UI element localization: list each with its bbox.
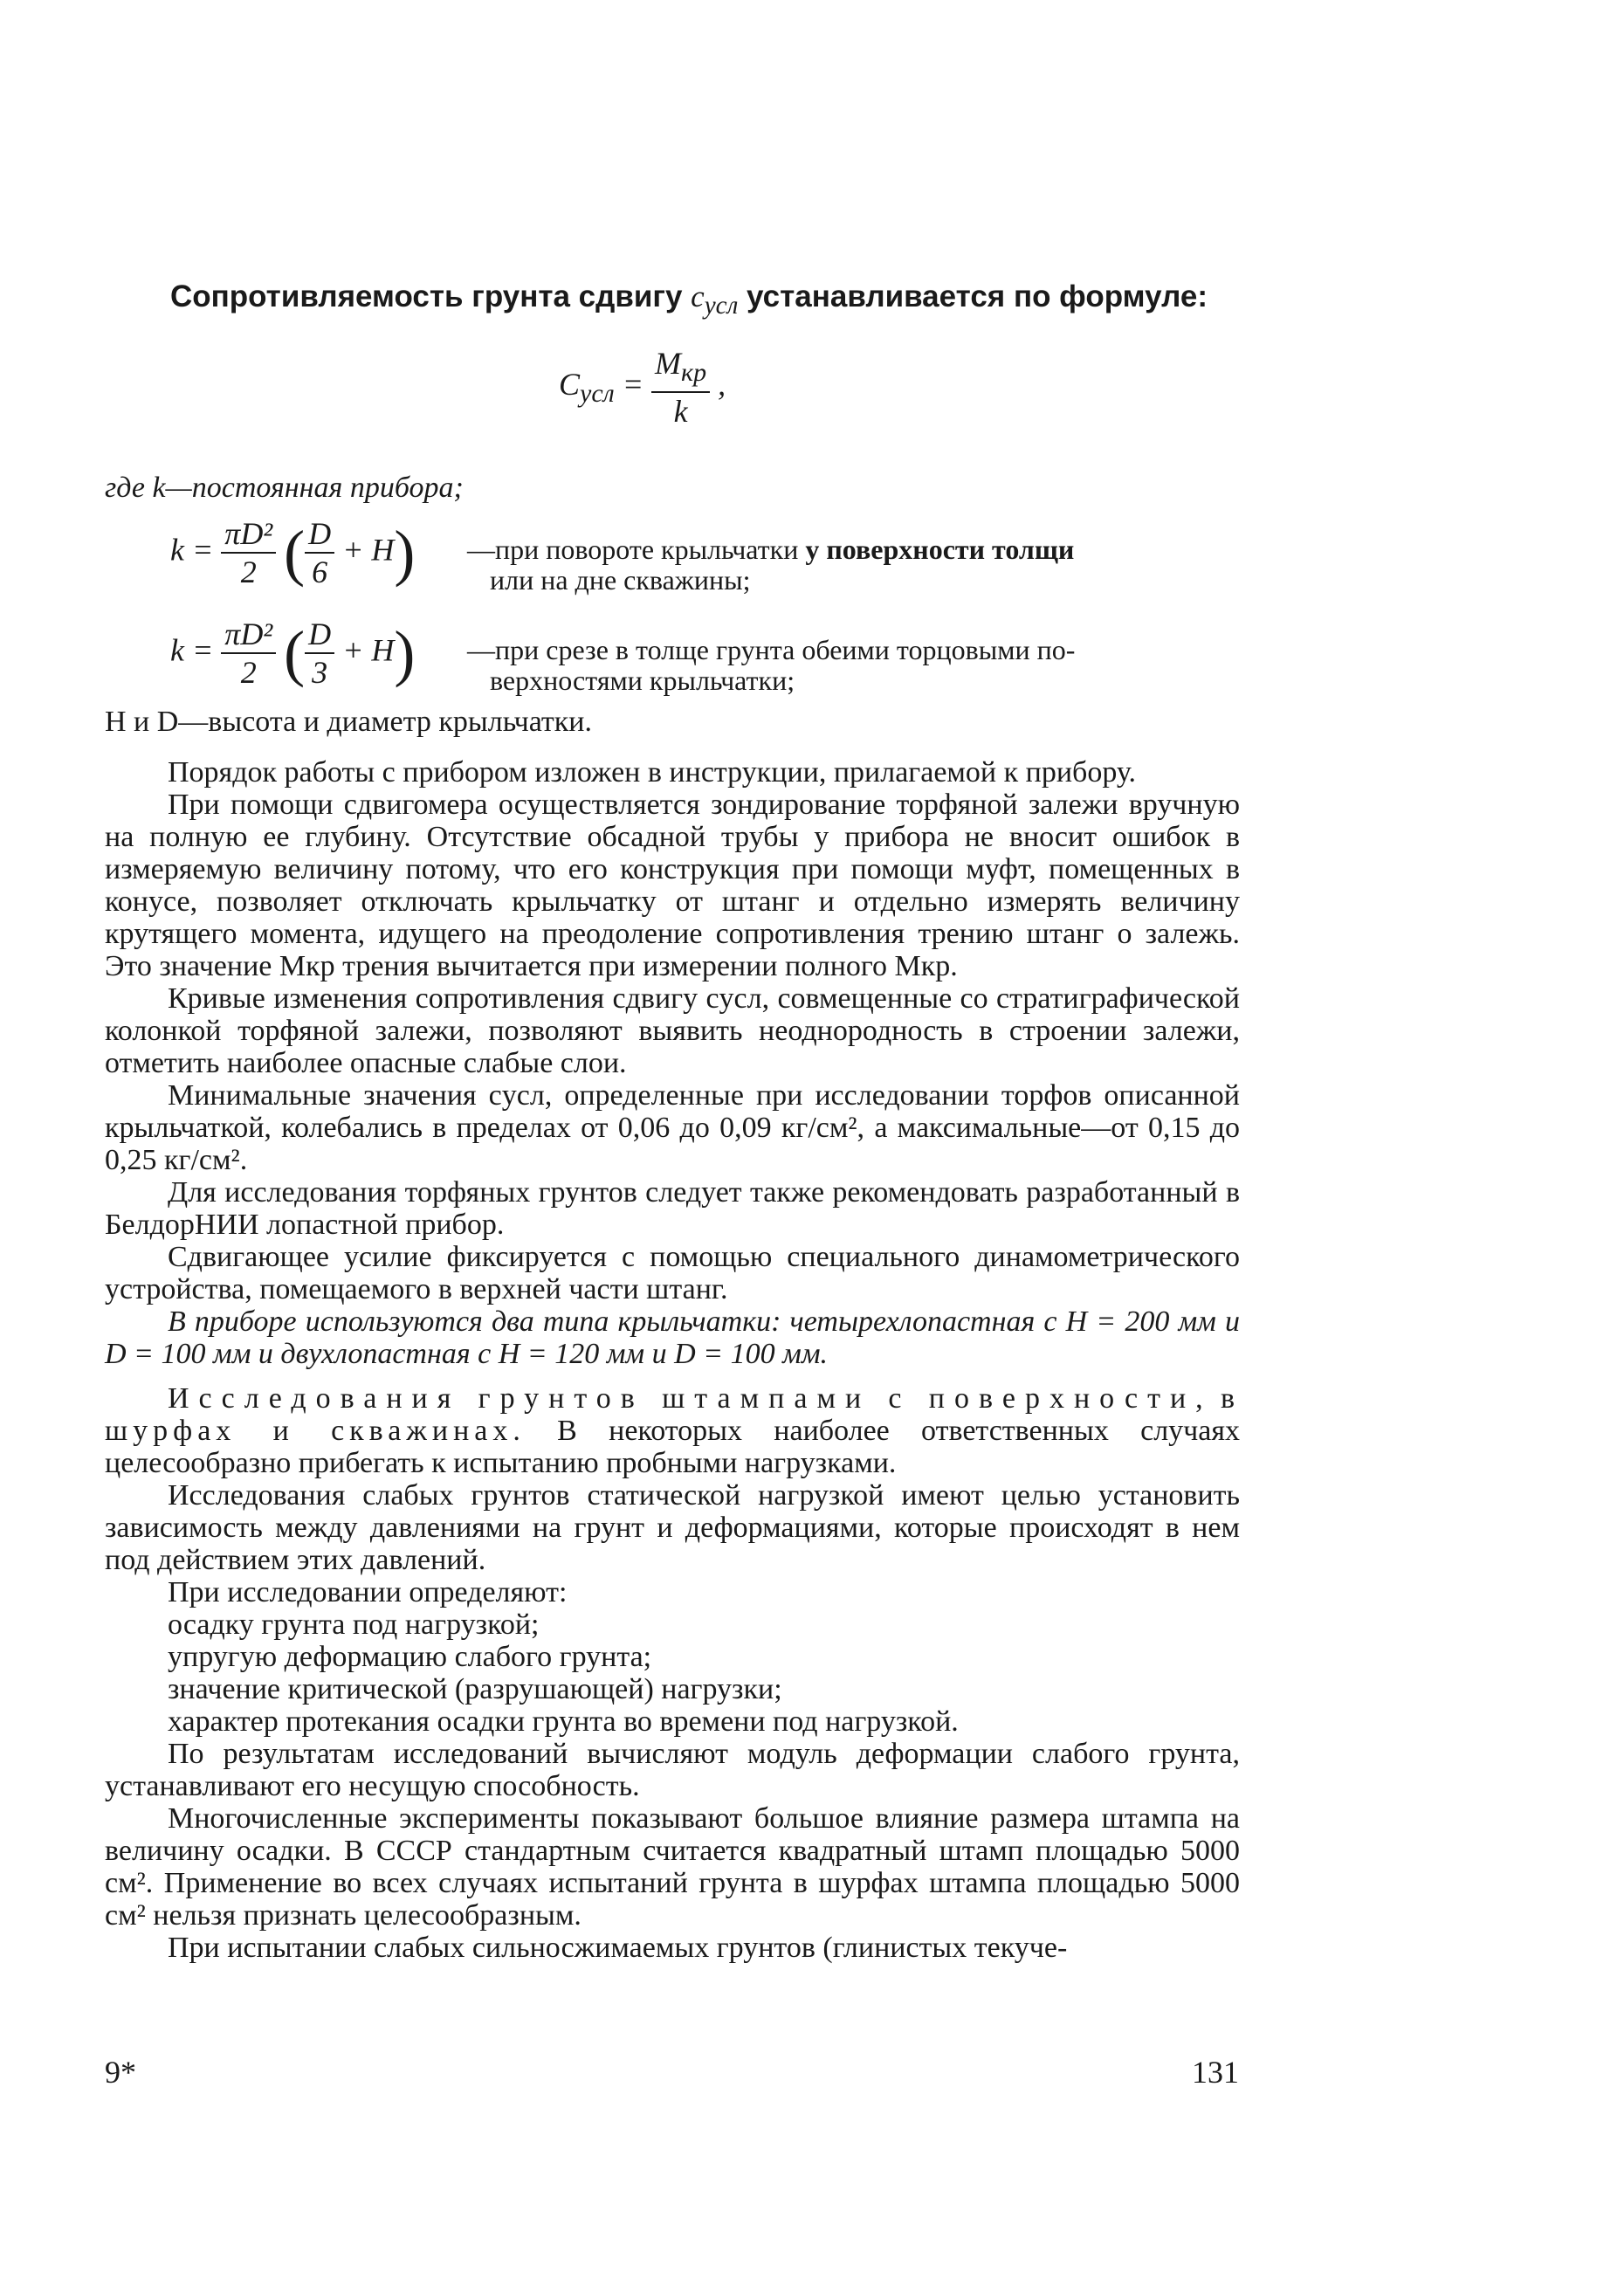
formula-k1-desc-line2: или на дне скважины; bbox=[490, 564, 751, 596]
heading-text-1: Сопротивляемость грунта сдвигу bbox=[170, 279, 692, 313]
formula-main-numerator bbox=[651, 345, 710, 393]
formula-k1-denominator: 2 bbox=[240, 554, 257, 589]
formula-k1-desc-prefix: —при повороте крыльчатки bbox=[467, 534, 806, 565]
formula-k2-fraction bbox=[221, 616, 276, 691]
formula-k2-desc-line2: верхностями крыльчатки; bbox=[490, 665, 795, 696]
formula-k2-description bbox=[467, 635, 1270, 696]
formula-k2-inner-denominator: 3 bbox=[312, 655, 328, 690]
paragraph-10: Многочисленные эксперименты показывают большое влияние размера штампа на величину осадки. В СССР стандартным считается квадратный штамп площадью 5000 см². Применение во всех случаях испытаний грунта в шурфах штампа площадью 5000 см² нельзя признать целесообразным. bbox=[105, 1802, 1240, 1932]
formula-k1-plus: + H bbox=[334, 532, 395, 568]
section-heading-paragraph bbox=[105, 1382, 1240, 1479]
formula-k1-description bbox=[467, 534, 1270, 596]
paragraph-6: Сдвигающее усилие фиксируется с помощью специального динамометрического устройства, помещаемого в верхней части штанг. bbox=[105, 1241, 1240, 1305]
formula-k2-desc-line1: —при срезе в толще грунта обеими торцовыми по- bbox=[467, 634, 1076, 665]
formula-k1-inner-denominator: 6 bbox=[312, 554, 328, 589]
formula-main-lhs-sub: усл bbox=[580, 379, 615, 409]
formula-k1-inner-numerator: D bbox=[305, 515, 334, 554]
formula-k2-plus: + H bbox=[334, 632, 395, 668]
paragraph-9: По результатам исследований вычисляют модуль деформации слабого грунта, устанавливают его несущую способность. bbox=[105, 1738, 1240, 1802]
formula-main-fraction bbox=[651, 345, 710, 430]
formula-k1-inner-fraction bbox=[305, 515, 334, 590]
formula-k2 bbox=[170, 616, 415, 691]
footer-signature: 9* bbox=[105, 2055, 136, 2090]
section-rest: В некоторых наиболее ответственных случаях целесообразно прибегать к испытанию пробными нагрузками. bbox=[105, 1415, 1240, 1479]
body-text bbox=[105, 756, 1240, 1964]
heading-symbol-sub: усл bbox=[704, 292, 739, 320]
formula-k2-denominator: 2 bbox=[240, 655, 257, 690]
paragraph-8: Исследования слабых грунтов статической нагрузкой имеют целью установить зависимость между давлениями на грунт и деформациями, которые происходят в нем под действием этих давлений. bbox=[105, 1479, 1240, 1576]
formula-k1-paren-open: ( bbox=[284, 518, 306, 588]
heading-text-2: устанавливается по формуле: bbox=[738, 279, 1208, 313]
formula-main bbox=[559, 345, 726, 430]
list-item: упругую деформацию слабого грунта; bbox=[168, 1641, 652, 1673]
paragraph-2: При помощи сдвигомера осуществляется зондирование торфяной залежи вручную на полную ее глубину. Отсутствие обсадной трубы у прибора не вносит ошибок в измеряемую величину потому, что его конструкция при помощи муфт, помещенных в конусе, позволяет отключать крыльчатку от штанг и отдельно измерять величину крутящего момента, идущего на преодоление сопротивления трению штанг о залежь. Это значение Mкр трения вычитается при измерении полного Mкр. bbox=[105, 789, 1240, 982]
page-number: 131 bbox=[1192, 2055, 1239, 2090]
formula-k2-lhs: k = bbox=[170, 632, 222, 668]
formula-k2-numerator: πD² bbox=[221, 616, 276, 654]
list-item: осадку грунта под нагрузкой; bbox=[168, 1608, 540, 1641]
paragraph-11: При испытании слабых сильносжимаемых грунтов (глинистых текуче- bbox=[168, 1932, 1068, 1964]
formula-k1-lhs: k = bbox=[170, 532, 222, 568]
formula-k2-paren-open: ( bbox=[284, 618, 306, 688]
paragraph-7: В приборе используются два типа крыльчатки: четырехлопастная с H = 200 мм и D = 100 мм и двухлопастная с H = 120 мм и D = 100 мм. bbox=[105, 1305, 1240, 1370]
formula-k2-inner-numerator: D bbox=[305, 616, 334, 654]
formula-k1-paren-close: ) bbox=[394, 518, 416, 588]
formula-k1-fraction bbox=[221, 515, 276, 590]
formula-main-lhs: C bbox=[559, 366, 581, 402]
paragraph-3: Кривые изменения сопротивления сдвигу cусл, совмещенные со стратиграфической колонкой торфяной залежи, позволяют выявить неоднородность в строении залежи, отметить наиболее опасные слабые слои. bbox=[105, 982, 1240, 1079]
list-intro: При исследовании определяют: bbox=[168, 1576, 568, 1608]
list-item: значение критической (разрушающей) нагрузки; bbox=[168, 1673, 782, 1705]
section-title-spaced-b: в шурфах и скважинах. bbox=[105, 1382, 1240, 1447]
paragraph-1: Порядок работы с прибором изложен в инструкции, прилагаемой к прибору. bbox=[168, 756, 1136, 789]
hd-line: H и D—высота и диаметр крыльчатки. bbox=[105, 706, 592, 738]
formula-k1-numerator: πD² bbox=[221, 515, 276, 554]
formula-main-tail: , bbox=[710, 366, 726, 402]
formula-k1 bbox=[170, 515, 415, 590]
heading bbox=[170, 279, 1332, 320]
where-line: где k—постоянная прибора; bbox=[105, 472, 464, 504]
formula-k1-desc-bold: у поверхности толщи bbox=[805, 534, 1075, 565]
formula-k1-desc-line1 bbox=[467, 534, 1270, 565]
list-item: характер протекания осадки грунта во времени под нагрузкой. bbox=[168, 1705, 959, 1738]
heading-symbol-c: c bbox=[691, 279, 705, 313]
formula-k2-paren-close: ) bbox=[394, 618, 416, 688]
heading-symbol bbox=[691, 279, 739, 320]
formula-main-num: M bbox=[655, 346, 682, 381]
paragraph-5: Для исследования торфяных грунтов следует также рекомендовать разработанный в БелдорНИИ лопастной прибор. bbox=[105, 1176, 1240, 1241]
formula-main-num-sub: кр bbox=[681, 358, 707, 388]
paragraph-4: Минимальные значения cусл, определенные при исследовании торфов описанной крыльчаткой, колебались в пределах от 0,06 до 0,09 кг/см², а максимальные—от 0,15 до 0,25 кг/см². bbox=[105, 1079, 1240, 1176]
formula-k2-inner-fraction bbox=[305, 616, 334, 691]
formula-main-denominator: k bbox=[673, 394, 688, 430]
formula-main-eq: = bbox=[614, 366, 652, 402]
section-title-spaced-a: Исследования грунтов штампами с поверхности, bbox=[168, 1382, 1213, 1415]
